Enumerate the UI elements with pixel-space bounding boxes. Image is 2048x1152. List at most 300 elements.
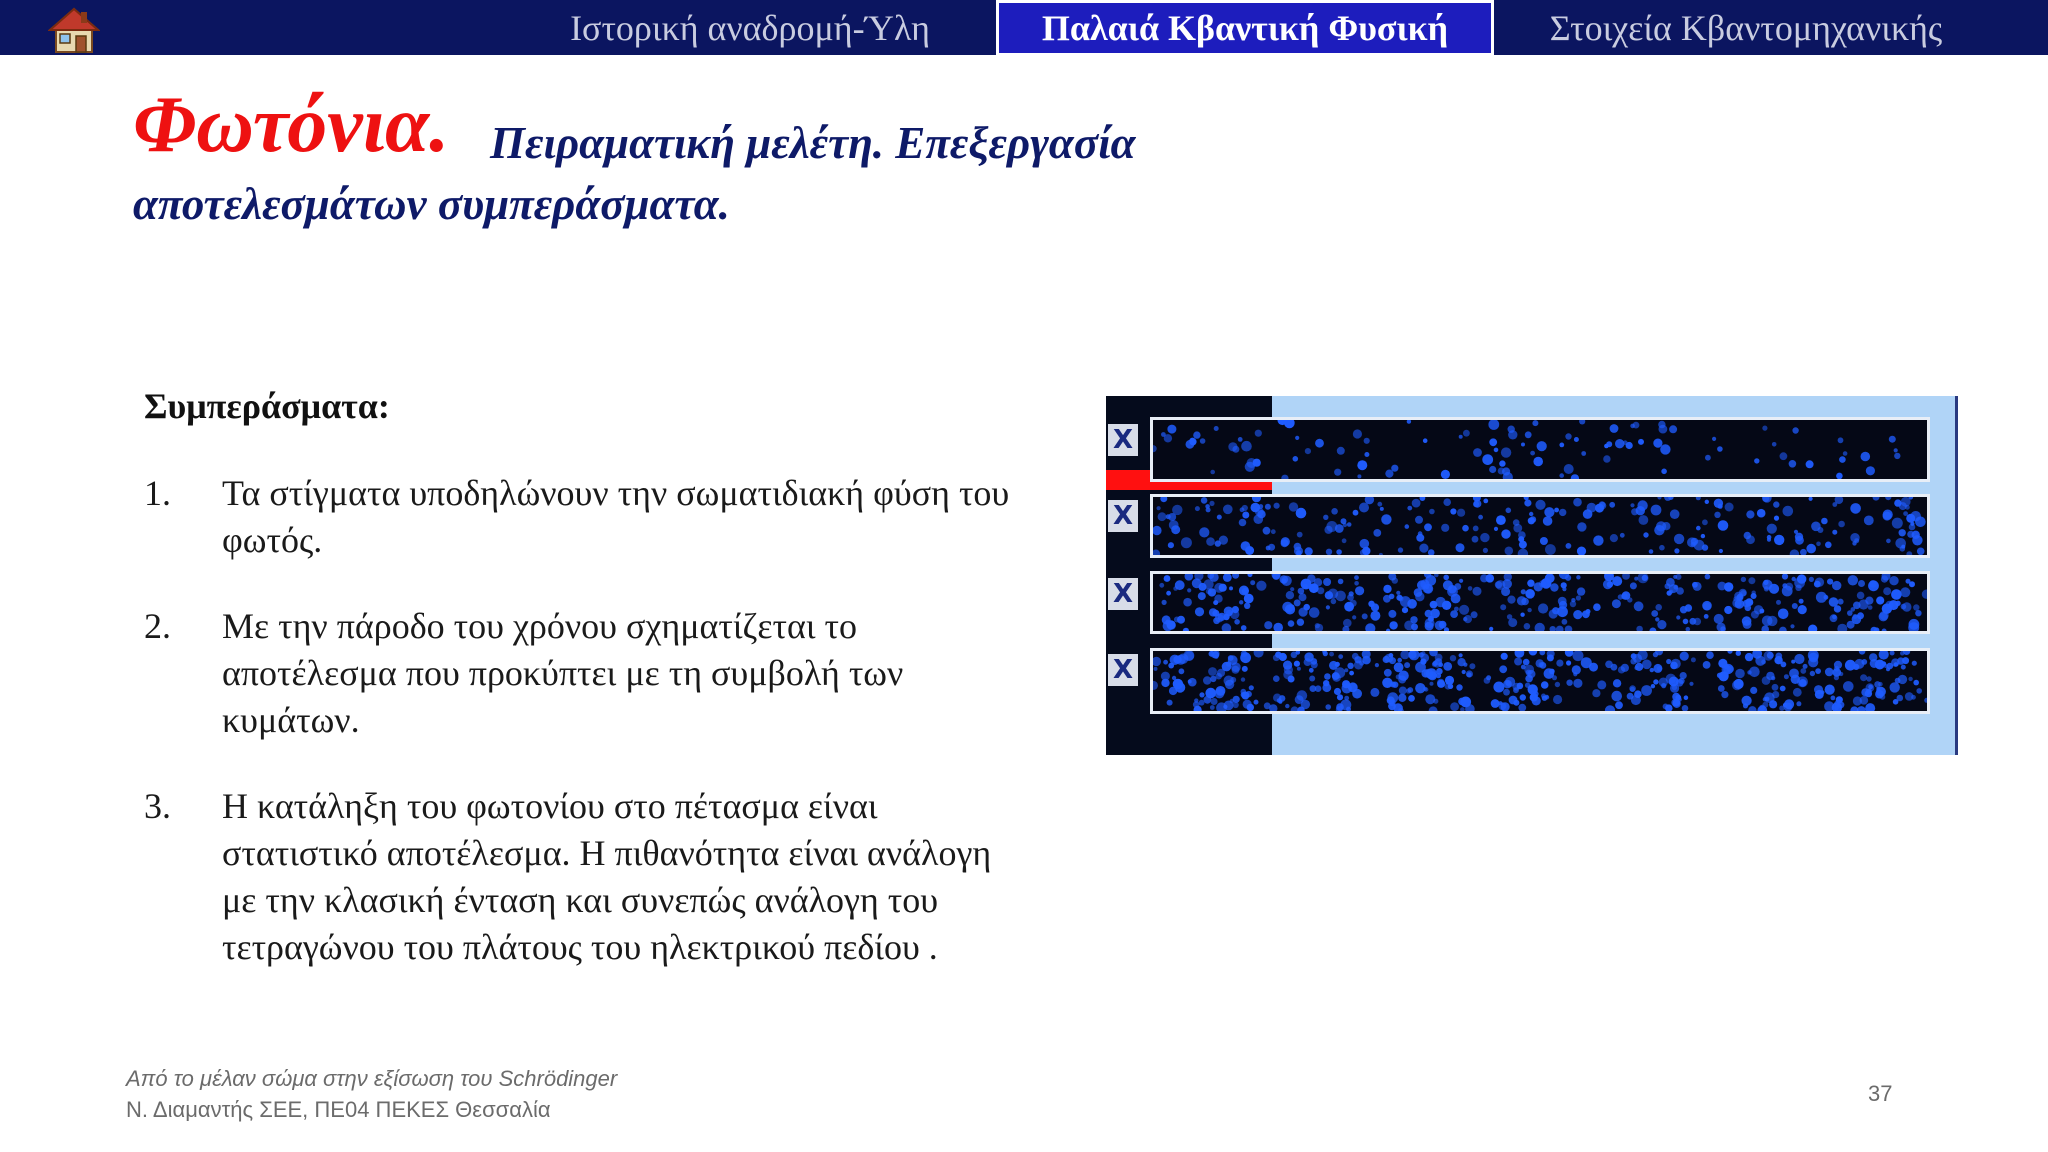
photon-dot bbox=[1494, 448, 1499, 453]
photon-dot bbox=[1538, 603, 1548, 613]
photon-dot bbox=[1799, 599, 1804, 604]
photon-dot bbox=[1769, 700, 1777, 708]
photon-dot bbox=[1482, 454, 1493, 465]
photon-dot bbox=[1347, 663, 1353, 669]
photon-dot bbox=[1733, 596, 1738, 601]
photon-dot bbox=[1334, 469, 1341, 476]
photon-dot bbox=[1210, 470, 1215, 475]
photon-dot bbox=[1425, 622, 1434, 631]
photon-dot bbox=[1889, 600, 1899, 610]
photon-dot bbox=[1610, 424, 1619, 433]
photon-dot bbox=[1809, 497, 1813, 501]
photon-dot bbox=[1857, 592, 1865, 600]
photon-dot bbox=[1501, 587, 1510, 596]
photon-dot bbox=[1288, 620, 1295, 627]
photon-dot bbox=[1486, 675, 1491, 680]
photon-dot bbox=[1816, 592, 1827, 603]
photon-dot bbox=[1354, 656, 1361, 663]
photon-dot bbox=[1747, 670, 1751, 674]
photon-dot bbox=[1299, 608, 1308, 617]
photon-dot bbox=[1460, 707, 1465, 711]
photon-dot bbox=[1212, 651, 1219, 658]
photon-dot bbox=[1774, 535, 1784, 545]
photon-dot bbox=[1244, 603, 1250, 609]
photon-dot bbox=[1336, 549, 1342, 555]
photon-dot bbox=[1489, 466, 1496, 473]
photon-dot bbox=[1217, 515, 1222, 520]
photon-dot bbox=[1674, 534, 1684, 544]
photon-dot bbox=[1669, 425, 1677, 433]
photon-dot bbox=[1564, 464, 1574, 474]
photon-dot bbox=[1471, 611, 1478, 618]
photon-dot bbox=[1587, 503, 1597, 513]
photon-dot bbox=[1501, 447, 1511, 457]
photon-dot bbox=[1618, 594, 1623, 599]
photon-dot bbox=[1525, 431, 1532, 438]
photon-dot bbox=[1694, 618, 1702, 626]
photon-dot bbox=[1189, 438, 1195, 444]
photon-dot bbox=[1683, 619, 1689, 625]
photon-dot bbox=[1153, 550, 1160, 556]
photon-dot bbox=[1508, 430, 1517, 439]
photon-dot bbox=[1285, 704, 1289, 708]
photon-dot bbox=[1820, 690, 1824, 694]
photon-dot bbox=[1326, 521, 1337, 532]
photon-dot bbox=[1400, 651, 1409, 659]
photon-dot bbox=[1535, 623, 1545, 631]
photon-dot bbox=[1239, 600, 1243, 604]
photon-dot bbox=[1443, 662, 1452, 671]
photon-dot bbox=[1228, 655, 1234, 661]
slide-title: Φωτόνια. bbox=[133, 81, 450, 169]
photon-dot bbox=[1667, 590, 1672, 595]
photon-dot bbox=[1865, 703, 1875, 711]
home-button[interactable] bbox=[48, 6, 100, 54]
photon-dot bbox=[1157, 506, 1161, 510]
photon-dot bbox=[1326, 605, 1330, 609]
photon-dot bbox=[1208, 588, 1216, 596]
x-mark-icon: X bbox=[1108, 578, 1138, 610]
photon-dot bbox=[1816, 542, 1821, 547]
photon-dot bbox=[1342, 680, 1350, 688]
photon-dot bbox=[1762, 426, 1767, 431]
photon-dot bbox=[1811, 522, 1821, 532]
dots-layer bbox=[1153, 651, 1927, 711]
photon-dot bbox=[1886, 539, 1891, 544]
photon-dot bbox=[1528, 684, 1538, 694]
photon-dot bbox=[1254, 651, 1264, 658]
photon-dot bbox=[1682, 705, 1689, 711]
photon-dot bbox=[1336, 703, 1344, 711]
photon-dot bbox=[1334, 688, 1341, 695]
photon-dot bbox=[1704, 614, 1709, 619]
photon-dot bbox=[1539, 651, 1545, 655]
photon-dot bbox=[1767, 524, 1777, 534]
photon-dot bbox=[1419, 544, 1428, 553]
photon-dot bbox=[1794, 577, 1805, 588]
photon-dot bbox=[1592, 689, 1600, 697]
photon-dot bbox=[1577, 522, 1586, 531]
photon-dot bbox=[1342, 538, 1347, 543]
item-number: 1. bbox=[144, 473, 171, 513]
photon-dot bbox=[1573, 679, 1582, 688]
photon-dot bbox=[1166, 591, 1171, 596]
photon-dot bbox=[1889, 576, 1898, 585]
photon-dot bbox=[1242, 512, 1249, 519]
photon-dot bbox=[1473, 501, 1479, 507]
photon-dot bbox=[1655, 604, 1662, 611]
photon-dot bbox=[1297, 667, 1301, 671]
photon-dot bbox=[1450, 655, 1456, 661]
photon-dot bbox=[1634, 601, 1644, 611]
photon-dot bbox=[1622, 591, 1631, 600]
photon-dot bbox=[1305, 547, 1313, 555]
photon-dot bbox=[1505, 547, 1514, 556]
photon-dot bbox=[1364, 438, 1370, 444]
photon-dot bbox=[1428, 549, 1435, 555]
photon-dot bbox=[1309, 668, 1314, 673]
photon-dot bbox=[1605, 705, 1615, 711]
photon-dot bbox=[1553, 695, 1562, 704]
photon-dot bbox=[1662, 522, 1670, 530]
photon-dot bbox=[1832, 615, 1837, 620]
photon-dot bbox=[1582, 610, 1590, 618]
photon-dot bbox=[1153, 526, 1162, 535]
photon-dot bbox=[1866, 689, 1871, 694]
photon-dot bbox=[1764, 586, 1769, 591]
photon-dot bbox=[1767, 538, 1771, 542]
photon-dot bbox=[1886, 667, 1890, 671]
photon-dot bbox=[1274, 503, 1280, 509]
photon-dot bbox=[1325, 591, 1333, 599]
photon-dot bbox=[1245, 546, 1254, 555]
photon-dot bbox=[1222, 623, 1232, 631]
photon-dot bbox=[1630, 582, 1637, 589]
photon-dot bbox=[1229, 586, 1233, 590]
photon-dot bbox=[1541, 681, 1549, 689]
photon-dot bbox=[1415, 662, 1426, 673]
photon-dot bbox=[1254, 700, 1259, 705]
figure-border bbox=[1955, 396, 1958, 755]
photon-dot bbox=[1524, 623, 1531, 630]
photon-dot bbox=[1664, 497, 1671, 501]
photon-dot bbox=[1762, 616, 1773, 627]
photon-dot bbox=[1894, 662, 1899, 667]
photon-dot bbox=[1691, 657, 1696, 662]
photon-dot bbox=[1741, 577, 1746, 582]
photon-dot bbox=[1519, 541, 1527, 549]
photon-dot bbox=[1214, 595, 1222, 603]
photon-dot bbox=[1780, 686, 1786, 692]
photon-dot bbox=[1861, 659, 1867, 665]
photon-dot bbox=[1411, 623, 1418, 630]
photon-dot bbox=[1473, 526, 1479, 532]
photon-dot bbox=[1607, 581, 1613, 587]
photon-dot bbox=[1912, 661, 1917, 666]
photon-dot bbox=[1783, 703, 1788, 708]
photon-dot bbox=[1879, 651, 1889, 660]
photon-dot bbox=[1273, 675, 1280, 682]
photon-dot bbox=[1899, 529, 1906, 536]
photon-dot bbox=[1291, 652, 1298, 659]
photon-dot bbox=[1784, 674, 1789, 679]
house-icon bbox=[48, 6, 100, 54]
photon-dot bbox=[1850, 533, 1859, 542]
photon-dot bbox=[1924, 698, 1927, 703]
photon-dot bbox=[1284, 665, 1293, 674]
photon-dot bbox=[1390, 682, 1396, 688]
photon-dot bbox=[1793, 688, 1802, 697]
photon-dot bbox=[1357, 474, 1361, 478]
photon-dot bbox=[1780, 452, 1788, 460]
photon-dot bbox=[1565, 651, 1574, 657]
photon-dot bbox=[1539, 662, 1544, 667]
photon-dot bbox=[1397, 658, 1402, 663]
photon-dot bbox=[1609, 502, 1615, 508]
photon-dot bbox=[1210, 676, 1216, 682]
photon-dot bbox=[1762, 702, 1768, 708]
photon-dot bbox=[1297, 619, 1304, 626]
photon-dot bbox=[1365, 623, 1375, 631]
photon-dot bbox=[1832, 581, 1841, 590]
photon-dot bbox=[1714, 512, 1720, 518]
photon-dot bbox=[1773, 501, 1779, 507]
photon-dot bbox=[1537, 441, 1547, 451]
photon-dot bbox=[1815, 668, 1821, 674]
photon-dot bbox=[1642, 575, 1648, 581]
photon-dot bbox=[1843, 681, 1854, 692]
detection-strip-2 bbox=[1150, 494, 1930, 558]
photon-dot bbox=[1415, 683, 1425, 693]
photon-dot bbox=[1789, 460, 1797, 468]
photon-dot bbox=[1496, 515, 1506, 525]
photon-dot bbox=[1391, 465, 1398, 472]
dots-layer bbox=[1153, 420, 1927, 479]
photon-dot bbox=[1727, 665, 1734, 672]
photon-dot bbox=[1573, 610, 1582, 619]
photon-dot bbox=[1859, 651, 1866, 655]
photon-dot bbox=[1380, 507, 1384, 511]
photon-dot bbox=[1579, 420, 1585, 425]
photon-dot bbox=[1630, 503, 1634, 507]
photon-dot bbox=[1674, 548, 1679, 553]
photon-dot bbox=[1676, 679, 1684, 687]
photon-dot bbox=[1501, 529, 1510, 538]
photon-dot bbox=[1559, 473, 1564, 478]
photon-dot bbox=[1168, 663, 1174, 669]
photon-dot bbox=[1354, 575, 1359, 580]
photon-dot bbox=[1478, 515, 1483, 520]
photon-dot bbox=[1684, 695, 1689, 700]
photon-dot bbox=[1368, 601, 1374, 607]
photon-dot bbox=[1381, 514, 1391, 524]
photon-dot bbox=[1400, 596, 1411, 607]
photon-dot bbox=[1432, 662, 1437, 667]
photon-dot bbox=[1309, 607, 1320, 618]
photon-dot bbox=[1249, 685, 1254, 690]
photon-dot bbox=[1412, 499, 1421, 508]
photon-dot bbox=[1890, 651, 1895, 656]
photon-dot bbox=[1883, 512, 1892, 521]
photon-dot bbox=[1724, 606, 1732, 614]
photon-dot bbox=[1533, 457, 1543, 467]
photon-dot bbox=[1532, 696, 1541, 705]
photon-dot bbox=[1634, 666, 1638, 670]
photon-dot bbox=[1353, 510, 1359, 516]
conclusion-item-2 bbox=[144, 603, 984, 753]
photon-dot bbox=[1754, 605, 1763, 614]
photon-dot bbox=[1657, 497, 1661, 500]
photon-dot bbox=[1527, 580, 1534, 587]
photon-dot bbox=[1459, 435, 1463, 439]
photon-dot bbox=[1429, 509, 1435, 515]
photon-dot bbox=[1273, 623, 1283, 631]
photon-dot bbox=[1903, 511, 1908, 516]
photon-dot bbox=[1501, 653, 1508, 660]
photon-dot bbox=[1565, 575, 1571, 581]
photon-dot bbox=[1301, 579, 1312, 590]
photon-dot bbox=[1876, 596, 1884, 604]
photon-dot bbox=[1794, 654, 1804, 664]
conclusions-heading: Συμπεράσματα: bbox=[144, 386, 390, 426]
photon-dot bbox=[1500, 604, 1506, 610]
photon-dot bbox=[1900, 651, 1905, 656]
photon-dot bbox=[1344, 668, 1348, 672]
photon-dot bbox=[1349, 591, 1354, 596]
photon-dot bbox=[1188, 680, 1192, 684]
photon-dot bbox=[1783, 506, 1794, 517]
photon-dot bbox=[1343, 619, 1352, 628]
photon-dot bbox=[1405, 524, 1410, 529]
photon-dot bbox=[1866, 676, 1871, 681]
photon-dot bbox=[1674, 585, 1679, 590]
photon-dot bbox=[1651, 505, 1662, 516]
photon-dot bbox=[1447, 586, 1458, 597]
photon-dot bbox=[1518, 531, 1526, 539]
top-navigation-bar bbox=[0, 0, 2048, 55]
photon-dot bbox=[1642, 660, 1652, 670]
photon-dot bbox=[1705, 574, 1711, 579]
photon-dot bbox=[1359, 503, 1369, 513]
photon-dot bbox=[1832, 502, 1837, 507]
photon-dot bbox=[1743, 600, 1751, 608]
photon-dot bbox=[1499, 460, 1505, 466]
photon-dot bbox=[1331, 508, 1338, 515]
photon-dot bbox=[1796, 701, 1801, 706]
photon-dot bbox=[1705, 455, 1711, 461]
photon-dot bbox=[1554, 508, 1559, 513]
photon-dot bbox=[1529, 651, 1538, 656]
photon-dot bbox=[1294, 599, 1301, 606]
photon-dot bbox=[1488, 420, 1499, 430]
photon-dot bbox=[1909, 581, 1915, 587]
photon-dot bbox=[1167, 700, 1173, 706]
photon-dot bbox=[1869, 653, 1877, 661]
photon-dot bbox=[1911, 695, 1916, 700]
photon-dot bbox=[1559, 601, 1567, 609]
photon-dot bbox=[1215, 540, 1221, 546]
photon-dot bbox=[1848, 575, 1858, 585]
photon-dot bbox=[1331, 599, 1337, 605]
photon-dot bbox=[1873, 497, 1880, 501]
photon-dot bbox=[1593, 535, 1603, 545]
photon-dot bbox=[1193, 431, 1200, 438]
photon-dot bbox=[1309, 676, 1315, 682]
photon-dot bbox=[1252, 497, 1261, 502]
photon-dot bbox=[1463, 617, 1467, 621]
photon-dot bbox=[1349, 671, 1354, 676]
photon-dot bbox=[1294, 661, 1300, 667]
photon-dot bbox=[1232, 666, 1240, 674]
photon-dot bbox=[1866, 466, 1875, 475]
photon-dot bbox=[1203, 676, 1211, 684]
photon-dot bbox=[1895, 678, 1901, 684]
photon-dot bbox=[1655, 617, 1659, 621]
photon-dot bbox=[1456, 543, 1465, 552]
photon-dot bbox=[1576, 575, 1580, 579]
photon-dot bbox=[1868, 605, 1873, 610]
item-text: Με την πάροδο του χρόνου σχηματίζεται το αποτέλεσμα που προκύπτει με τη συμβολή των κυμάτων. bbox=[222, 606, 904, 740]
photon-dot bbox=[1168, 542, 1174, 548]
photon-dot bbox=[1230, 610, 1239, 619]
photon-dot bbox=[1902, 602, 1911, 611]
photon-dot bbox=[1814, 581, 1821, 588]
photon-dot bbox=[1626, 442, 1633, 449]
tab-quantum-mechanics[interactable]: Στοιχεία Κβαντομηχανικής bbox=[1549, 7, 1943, 48]
item-number: 3. bbox=[144, 786, 171, 826]
photon-dot bbox=[1462, 670, 1466, 674]
photon-dot bbox=[1593, 603, 1601, 611]
photon-dot bbox=[1838, 437, 1844, 443]
photon-dot bbox=[1281, 537, 1290, 546]
photon-detection-figure bbox=[1106, 396, 1958, 755]
photon-dot bbox=[1450, 610, 1458, 618]
photon-dot bbox=[1178, 654, 1188, 664]
photon-dot bbox=[1435, 654, 1443, 662]
photon-dot bbox=[1201, 497, 1208, 504]
photon-dot bbox=[1199, 527, 1209, 537]
photon-dot bbox=[1806, 544, 1816, 554]
photon-dot bbox=[1754, 458, 1759, 463]
photon-dot bbox=[1513, 524, 1522, 533]
photon-dot bbox=[1705, 500, 1709, 504]
photon-dot bbox=[1790, 549, 1799, 555]
photon-dot bbox=[1653, 664, 1662, 673]
photon-dot bbox=[1853, 696, 1862, 705]
photon-dot bbox=[1545, 695, 1549, 699]
photon-dot bbox=[1885, 497, 1891, 500]
photon-dot bbox=[1612, 599, 1621, 608]
photon-dot bbox=[1158, 512, 1167, 521]
photon-dot bbox=[1860, 674, 1867, 681]
x-mark-icon: X bbox=[1108, 500, 1138, 532]
photon-dot bbox=[1521, 589, 1526, 594]
photon-dot bbox=[1398, 547, 1403, 552]
photon-dot bbox=[1748, 577, 1755, 584]
photon-dot bbox=[1671, 659, 1681, 669]
photon-dot bbox=[1389, 594, 1395, 600]
tab-history[interactable]: Ιστορική αναδρομή-Ύλη bbox=[570, 7, 930, 48]
photon-dot bbox=[1153, 681, 1158, 690]
photon-dot bbox=[1673, 575, 1677, 579]
photon-dot bbox=[1323, 680, 1329, 686]
photon-dot bbox=[1310, 685, 1317, 692]
photon-dot bbox=[1742, 616, 1752, 626]
photon-dot bbox=[1297, 690, 1308, 701]
photon-dot bbox=[1641, 685, 1652, 696]
photon-dot bbox=[1574, 437, 1579, 442]
tab-old-quantum-physics[interactable]: Παλαιά Κβαντική Φυσική bbox=[996, 0, 1494, 56]
